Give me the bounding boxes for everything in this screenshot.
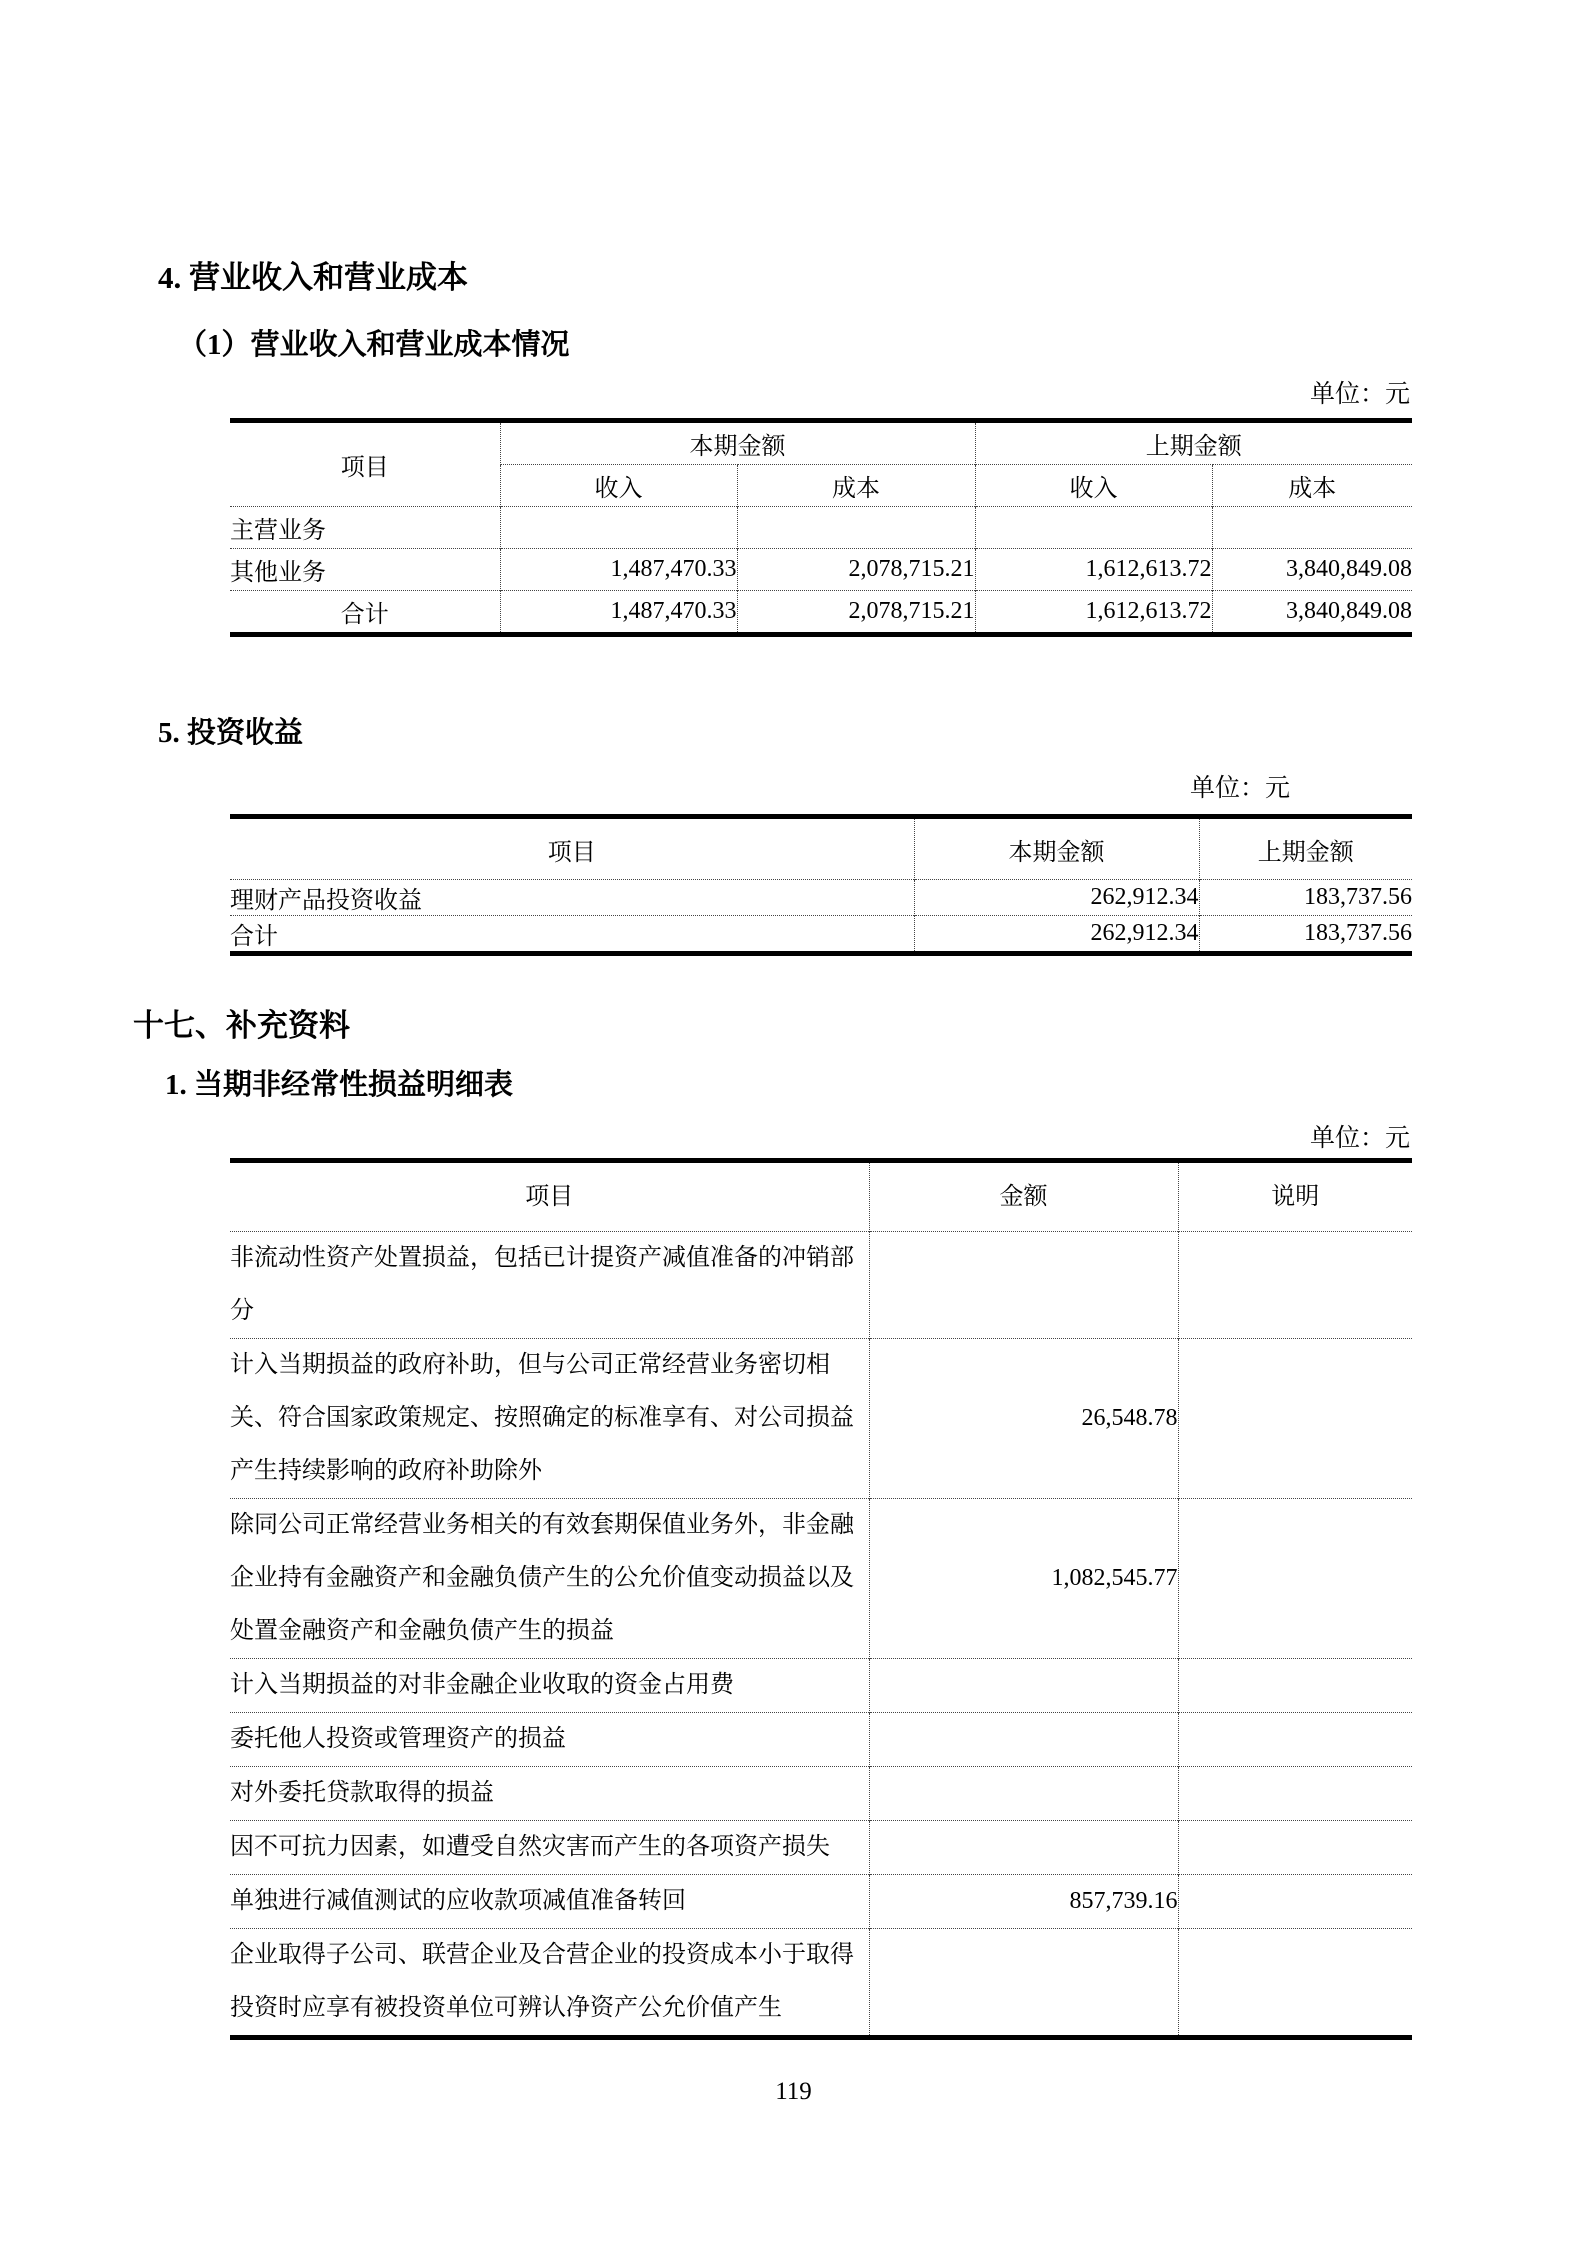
table-row xyxy=(230,1929,1412,2038)
table-cell: 其他业务 xyxy=(230,549,500,591)
header-item: 项目 xyxy=(547,839,596,866)
table-row xyxy=(230,1659,1412,1713)
investment-income-table xyxy=(230,814,1412,956)
table-cell: 262,912.34 xyxy=(914,880,1199,916)
table-row xyxy=(230,1232,1412,1339)
table-cell: 合计 xyxy=(230,916,914,954)
amount-cell: 26,548.78 xyxy=(869,1339,1178,1499)
item-cell: 单独进行减值测试的应收款项减值准备转回 xyxy=(230,1875,869,1929)
note-cell xyxy=(1178,1232,1412,1339)
table-row xyxy=(230,549,1412,591)
table-header-row xyxy=(230,817,1412,880)
header-income: 收入 xyxy=(500,465,737,507)
header-income: 收入 xyxy=(975,465,1212,507)
amount-cell: 857,739.16 xyxy=(869,1875,1178,1929)
item-cell: 除同公司正常经营业务相关的有效套期保值业务外，非金融企业持有金融资产和金融负债产生的公允价值变动损益以及处置金融资产和金融负债产生的损益 xyxy=(230,1499,869,1659)
header-cost: 成本 xyxy=(1212,465,1412,507)
note-cell xyxy=(1178,1929,1412,2038)
table-cell: 3,840,849.08 xyxy=(1212,549,1412,591)
header-cost: 成本 xyxy=(737,465,975,507)
note-cell xyxy=(1178,1875,1412,1929)
revenue-cost-table xyxy=(230,418,1412,637)
item-cell: 企业取得子公司、联营企业及合营企业的投资成本小于取得投资时应享有被投资单位可辨认净资产公允价值产生 xyxy=(230,1929,869,2038)
amount-cell xyxy=(869,1821,1178,1875)
amount-cell xyxy=(869,1767,1178,1821)
table-total-row xyxy=(230,591,1412,635)
table-cell: 183,737.56 xyxy=(1199,916,1412,954)
note-cell xyxy=(1178,1659,1412,1713)
item-cell: 因不可抗力因素，如遭受自然灾害而产生的各项资产损失 xyxy=(230,1821,869,1875)
unit-label-supplementary: 单位：元 xyxy=(1309,1125,1410,1152)
header-note: 说明 xyxy=(1178,1161,1412,1232)
amount-cell xyxy=(869,1659,1178,1713)
table-cell xyxy=(975,507,1212,549)
item-cell: 计入当期损益的对非金融企业收取的资金占用费 xyxy=(230,1659,869,1713)
note-cell xyxy=(1178,1821,1412,1875)
table-header-row xyxy=(230,1161,1412,1232)
section17-heading: 十七、补充资料 xyxy=(133,1008,350,1043)
header-prior-period: 上期金额 xyxy=(975,421,1412,465)
table-cell: 2,078,715.21 xyxy=(737,591,975,635)
unit-label-investment: 单位：元 xyxy=(1189,775,1290,802)
non-recurring-items-table xyxy=(230,1158,1412,2040)
table-header-row xyxy=(230,421,1412,465)
table-row xyxy=(230,1767,1412,1821)
amount-cell xyxy=(869,1232,1178,1339)
header-item: 项目 xyxy=(525,1184,574,1210)
item-cell: 委托他人投资或管理资产的损益 xyxy=(230,1713,869,1767)
table-row xyxy=(230,1499,1412,1659)
note-cell xyxy=(1178,1713,1412,1767)
header-current-period: 本期金额 xyxy=(914,817,1199,880)
table-cell: 3,840,849.08 xyxy=(1212,591,1412,635)
section4-subheading: （1）营业收入和营业成本情况 xyxy=(178,329,570,361)
note-cell xyxy=(1178,1339,1412,1499)
item-cell: 计入当期损益的政府补助，但与公司正常经营业务密切相关、符合国家政策规定、按照确定的标准享有、对公司损益产生持续影响的政府补助除外 xyxy=(230,1339,869,1499)
table-cell xyxy=(500,507,737,549)
table-cell xyxy=(737,507,975,549)
table-cell: 1,612,613.72 xyxy=(975,591,1212,635)
table-row xyxy=(230,1713,1412,1767)
table-cell: 1,487,470.33 xyxy=(500,549,737,591)
note-cell xyxy=(1178,1767,1412,1821)
table-cell: 理财产品投资收益 xyxy=(230,880,914,916)
table-cell xyxy=(1212,507,1412,549)
table-total-row xyxy=(230,916,1412,954)
table-cell: 1,487,470.33 xyxy=(500,591,737,635)
amount-cell: 1,082,545.77 xyxy=(869,1499,1178,1659)
item-cell: 非流动性资产处置损益，包括已计提资产减值准备的冲销部分 xyxy=(230,1232,869,1339)
amount-cell xyxy=(869,1929,1178,2038)
table-row xyxy=(230,507,1412,549)
header-amount: 金额 xyxy=(869,1161,1178,1232)
table-row xyxy=(230,880,1412,916)
table-cell: 262,912.34 xyxy=(914,916,1199,954)
page-number: 119 xyxy=(775,2078,812,2105)
note-cell xyxy=(1178,1499,1412,1659)
section17-subheading: 1. 当期非经常性损益明细表 xyxy=(165,1069,514,1101)
amount-cell xyxy=(869,1713,1178,1767)
table-cell: 1,612,613.72 xyxy=(975,549,1212,591)
unit-label-revenue: 单位：元 xyxy=(1309,381,1410,408)
section4-heading: 4. 营业收入和营业成本 xyxy=(158,260,468,295)
item-cell: 对外委托贷款取得的损益 xyxy=(230,1767,869,1821)
table-cell: 主营业务 xyxy=(230,507,500,549)
table-row xyxy=(230,1339,1412,1499)
section5-heading: 5. 投资收益 xyxy=(158,717,304,749)
table-cell: 183,737.56 xyxy=(1199,880,1412,916)
table-row xyxy=(230,1821,1412,1875)
table-row xyxy=(230,1875,1412,1929)
table-cell: 合计 xyxy=(230,591,500,635)
table-cell: 2,078,715.21 xyxy=(737,549,975,591)
header-prior-period: 上期金额 xyxy=(1199,817,1412,880)
header-current-period: 本期金额 xyxy=(500,421,975,465)
header-item: 项目 xyxy=(340,455,389,481)
